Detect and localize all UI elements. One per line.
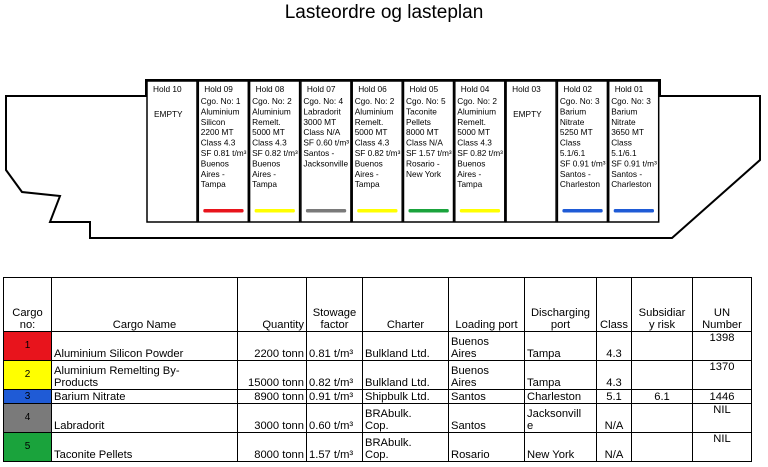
hold-line: Santos - [303,148,335,158]
hold-line: Cgo. No: 2 [457,96,497,106]
hold-10 [147,81,197,222]
subsidiary-risk-cell [632,433,693,462]
quantity-cell: 2200 tonn [238,332,307,361]
stowage-factor-cell: 1.57 t/m³ [307,433,363,462]
quantity-cell: 8000 tonn [238,433,307,462]
charter-cell: Bulkland Ltd. [363,332,449,361]
hold-7 [301,81,351,222]
table-row [4,404,752,433]
charter-cell: BRAbulk. Cop. [363,404,449,433]
un-number-cell: 1370 [693,361,752,390]
loading-port-cell: Santos [449,390,525,404]
class-cell: N/A [597,404,632,433]
hold-line: Taconite [406,106,437,117]
header-discharging-port: Discharging port [525,278,597,332]
hold-title: Hold 08 [255,84,285,94]
hold-box [506,81,556,222]
hold-line: Aires - [354,168,379,179]
hold-cargo-color-bar [562,209,602,213]
hold-title: Hold 07 [306,84,336,94]
cargo-holds [147,81,659,222]
header-cargo-name: Cargo Name [52,278,238,332]
hold-line: Aluminium [457,106,497,117]
hold-4 [455,81,505,222]
hold-line: Santos - [559,168,591,179]
hold-line: Cgo. No: 2 [354,96,395,106]
table-row [4,433,752,462]
hold-cargo-color-bar [409,209,449,213]
class-cell: 5.1 [597,390,632,404]
hold-line: Class N/A [303,127,341,138]
hold-line: Class 4.3 [252,137,287,148]
cargo-name-cell: Aluminium Remelting By- Products [52,361,238,390]
hold-line: 5.1/6.1 [559,148,586,158]
hold-line: SF 0.91 t/m³ [559,158,606,169]
hold-line: Buenos [354,158,383,169]
hold-line: Aires - [200,168,225,179]
hold-line: Cgo. No: 5 [406,96,446,106]
header-cargo-no: Cargo no: [4,278,52,332]
hold-line: Tampa [200,179,226,190]
hold-line: Class N/A [406,137,443,148]
cargo-no-cell: 5 [4,433,52,462]
quantity-cell: 8900 tonn [238,390,307,404]
hold-line: Remelt. [354,116,384,127]
hold-line: Rosario - [406,158,440,169]
hold-8 [250,81,300,222]
subsidiary-risk-cell [632,404,693,433]
hold-line: Class [559,137,581,148]
hold-line: Tampa [457,179,483,190]
hold-line: Santos - [611,168,643,179]
header-charter: Charter [363,278,449,332]
hold-line: EMPTY [154,109,183,119]
hold-line: 5000 MT [354,127,388,138]
hold-title: Hold 05 [409,84,439,94]
hold-line: Charleston [559,179,601,190]
hold-cargo-color-bar [357,209,397,213]
discharging-port-cell: Tampa [525,361,597,390]
hold-line: 3000 MT [303,116,337,127]
hold-line: Jacksonville [303,158,349,169]
hold-line: Aluminium [354,106,394,117]
hold-box [147,81,197,222]
cargo-no-cell: 1 [4,332,52,361]
hold-line: Barium [611,106,638,117]
hold-line: Buenos [457,158,486,169]
hold-line: SF 0.82 t/m³ [354,148,401,158]
cargo-no-cell: 2 [4,361,52,390]
quantity-cell: 3000 tonn [238,404,307,433]
header-un-number: UN Number [693,278,752,332]
subsidiary-risk-cell [632,332,693,361]
cargo-no-cell: 4 [4,404,52,433]
hold-cargo-color-bar [614,209,654,213]
hold-line: Tampa [354,179,380,190]
loading-port-cell: Santos [449,404,525,433]
hold-line: Remelt. [457,116,486,127]
hold-line: 2200 MT [200,127,234,138]
un-number-cell: NIL [693,404,752,433]
discharging-port-cell: Charleston [525,390,597,404]
cargo-name-cell: Taconite Pellets [52,433,238,462]
hold-line: Labradorit [303,106,341,117]
hold-line: Buenos [252,158,281,169]
hold-line: Cgo. No: 3 [611,96,651,106]
un-number-cell: NIL [693,433,752,462]
hold-line: 8000 MT [406,127,439,138]
hold-line: Aluminium [252,106,291,117]
hold-line: SF 0.91 t/m³ [611,158,657,169]
hold-title: Hold 06 [358,84,387,94]
hold-cargo-color-bar [203,209,243,213]
stowage-factor-cell: 0.60 t/m³ [307,404,363,433]
charter-cell: Shipbulk Ltd. [363,390,449,404]
hold-line: Nitrate [559,116,585,127]
header-quantity: Quantity [238,278,307,332]
cargo-table [3,277,752,462]
hold-line: Class 4.3 [200,137,236,148]
hold-title: Hold 03 [512,84,541,94]
header-subsidiary-risk: Subsidiar y risk [632,278,693,332]
hold-line: Remelt. [252,116,281,127]
discharging-port-cell: Tampa [525,332,597,361]
discharging-port-cell: Jacksonvill e [525,404,597,433]
stowage-factor-cell: 0.81 t/m³ [307,332,363,361]
hold-line: 5.1/6.1 [611,148,637,158]
class-cell: N/A [597,433,632,462]
hold-line: 5250 MT [559,127,593,138]
hold-line: 5000 MT [457,127,491,138]
un-number-cell: 1446 [693,390,752,404]
loading-port-cell: Buenos Aires [449,361,525,390]
hold-line: SF 0.60 t/m³ [303,137,350,148]
table-header-row [4,278,752,332]
discharging-port-cell: New York [525,433,597,462]
header-class: Class [597,278,632,332]
hold-line: Aires - [457,168,482,179]
hold-line: Aires - [252,168,277,179]
subsidiary-risk-cell: 6.1 [632,390,693,404]
quantity-cell: 15000 tonn [238,361,307,390]
table-row [4,390,752,404]
hold-line: SF 0.82 t/m³ [252,148,298,158]
hold-line: 3650 MT [611,127,644,138]
hold-title: Hold 09 [204,84,233,94]
hold-line: 5000 MT [252,127,285,138]
table-row [4,332,752,361]
hold-cargo-color-bar [460,209,500,213]
hold-line: Silicon [200,116,226,127]
loading-port-cell: Rosario [449,433,525,462]
hold-line: Nitrate [611,116,636,127]
stowage-factor-cell: 0.82 t/m³ [307,361,363,390]
hold-2 [557,81,607,222]
cargo-name-cell: Labradorit [52,404,238,433]
hold-title: Hold 01 [614,84,644,94]
hold-line: Aluminium [200,106,240,117]
hold-line: Barium [559,106,587,117]
class-cell: 4.3 [597,361,632,390]
hold-6 [352,81,402,222]
class-cell: 4.3 [597,332,632,361]
hold-title: Hold 10 [153,84,182,94]
loading-port-cell: Buenos Aires [449,332,525,361]
hold-line: Cgo. No: 2 [252,96,292,106]
hold-9 [198,81,248,222]
header-loading-port: Loading port [449,278,525,332]
un-number-cell: 1398 [693,332,752,361]
hold-line: Cgo. No: 1 [200,96,241,106]
hold-cargo-color-bar [306,209,346,213]
hold-line: Cgo. No: 3 [559,96,600,106]
hold-line: SF 0.82 t/m³ [457,148,503,158]
hold-5 [404,81,454,222]
hold-line: Class 4.3 [457,137,492,148]
hold-line: SF 0.81 t/m³ [200,148,247,158]
hold-line: Buenos [200,158,229,169]
hold-line: Pellets [406,116,431,127]
hold-cargo-color-bar [255,209,295,213]
header-stowage-factor: Stowage factor [307,278,363,332]
page-title: Lasteordre og lasteplan [284,2,484,23]
cargo-name-cell: Aluminium Silicon Powder [52,332,238,361]
hold-title: Hold 04 [460,84,490,94]
hold-line: New York [406,168,442,179]
hold-line: Cgo. No: 4 [303,96,344,106]
hold-line: Class [611,137,632,148]
hold-line: Class 4.3 [354,137,390,148]
hold-line: Tampa [252,179,278,190]
hold-line: SF 1.57 t/m³ [406,148,452,158]
hold-3 [506,81,556,222]
table-row [4,361,752,390]
charter-cell: Bulkland Ltd. [363,361,449,390]
hold-line: Charleston [611,179,652,190]
cargo-no-cell: 3 [4,390,52,404]
subsidiary-risk-cell [632,361,693,390]
stowage-factor-cell: 0.91 t/m³ [307,390,363,404]
hold-1 [609,81,659,222]
hold-line: EMPTY [513,109,542,119]
hold-title: Hold 02 [563,84,593,94]
charter-cell: BRAbulk. Cop. [363,433,449,462]
cargo-name-cell: Barium Nitrate [52,390,238,404]
